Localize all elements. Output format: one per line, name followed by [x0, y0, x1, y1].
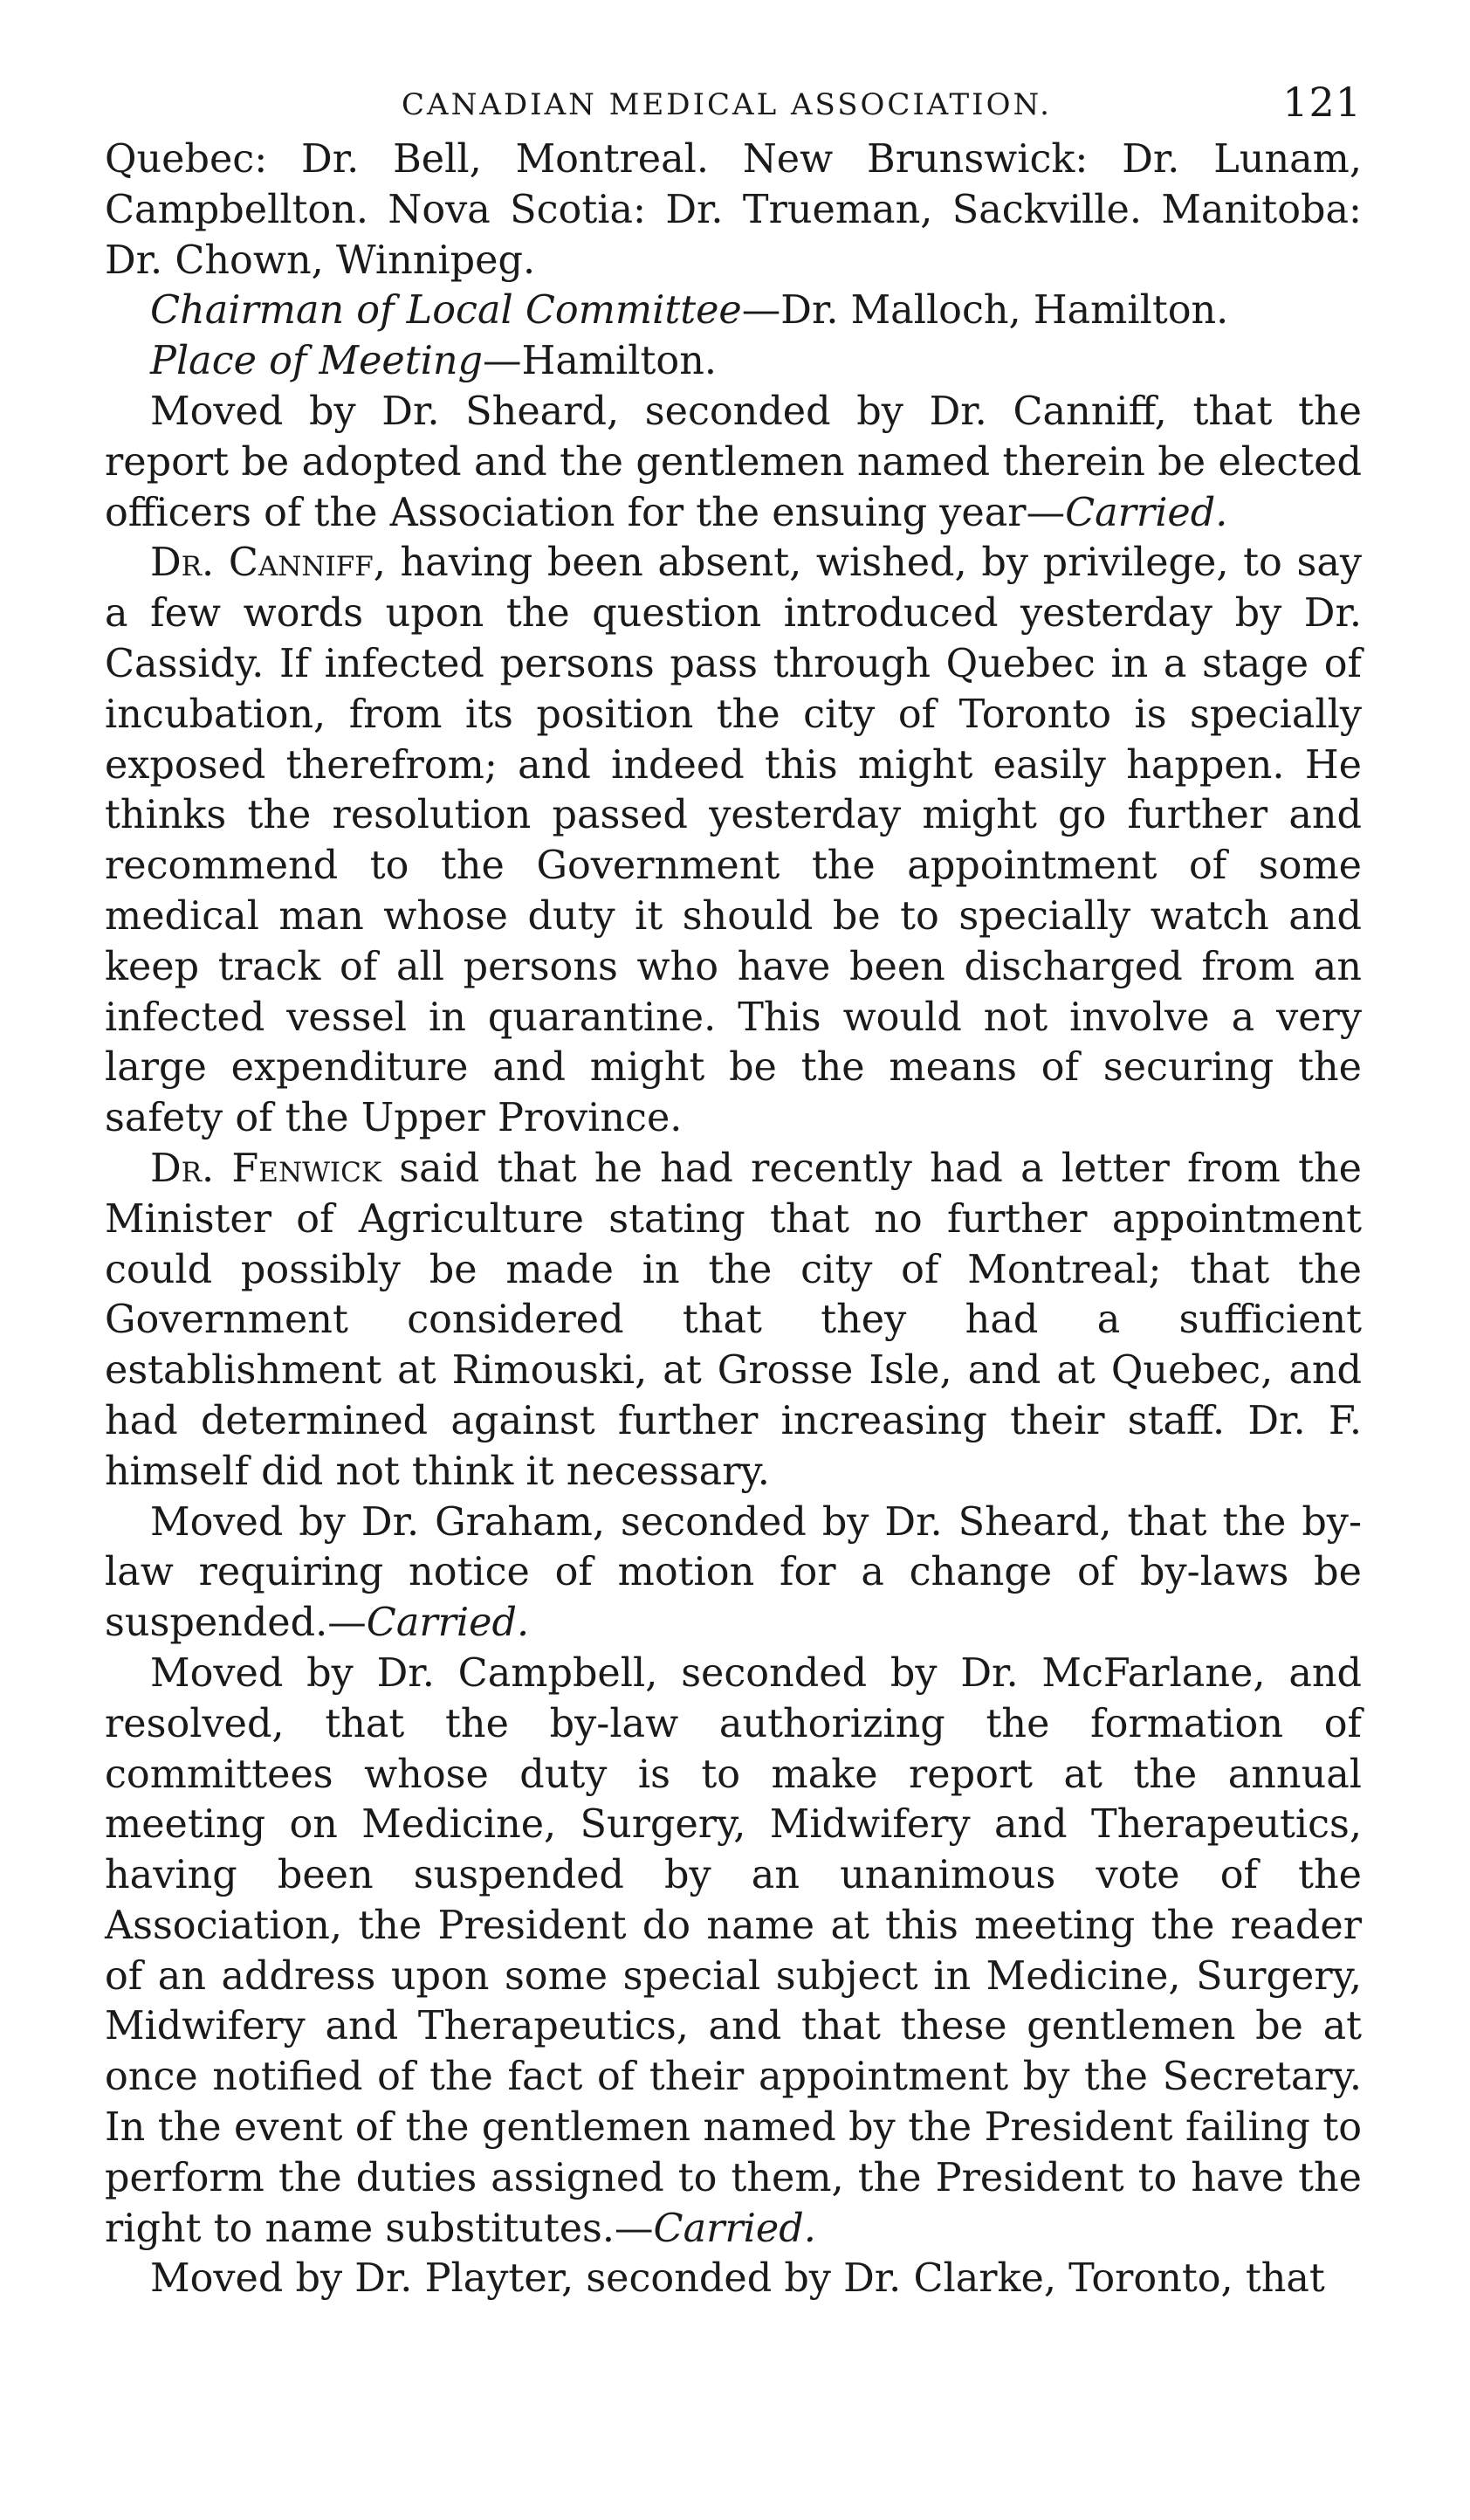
place-label: Place of Meeting	[150, 339, 484, 384]
officers-paragraph	[105, 134, 1362, 286]
chairman-line	[105, 286, 1362, 336]
place-value: —Hamilton.	[483, 339, 717, 384]
officers-text: Quebec: Dr. Bell, Montreal. New Brunswick: Dr. Lunam, Campbellton. Nova Scotia: Dr. Trueman, Sackville. Manitoba: Dr. Chown, Winnipeg.	[105, 137, 1362, 283]
document-page	[105, 52, 1362, 2480]
canniff-speaker: Dr. Canniff	[150, 540, 374, 586]
chairman-label: Chairman of Local Committee	[150, 288, 742, 334]
motion-committees-text: Moved by Dr. Campbell, seconded by Dr. McFarlane, and resolved, that the by-law authorizing the formation of committees whose duty is to make report at the annual meeting on Medicine, Surgery, Midwifery and Therapeutics, having been suspended by an unanimous vote of the Association, the President do name at this meeting the reader of an address upon some special subject in Medicine, Surgery, Midwifery and Therapeutics, and that these gentlemen be at once notified of the fact of their appointment by the Secretary. In the event of the gentlemen named by the President failing to perform the duties assigned to them, the President to have the right to name substitutes.—	[105, 1650, 1362, 2251]
motion-committees-paragraph	[105, 1649, 1362, 2255]
running-title: CANADIAN MEDICAL ASSOCIATION.	[402, 87, 1052, 122]
canniff-paragraph	[105, 538, 1362, 1144]
fenwick-paragraph	[105, 1144, 1362, 1498]
page-number: 121	[1282, 79, 1362, 126]
motion-report-text: Moved by Dr. Sheard, seconded by Dr. Canniff, that the report be adopted and the gentlemen named therein be elected officers of the Association for the ensuing year—	[105, 389, 1362, 535]
fenwick-speaker: Dr. Fenwick	[150, 1146, 382, 1191]
motion-committees-outcome: Carried.	[653, 2206, 816, 2251]
motion-bylaw-paragraph	[105, 1498, 1362, 1649]
motion-bylaw-text: Moved by Dr. Graham, seconded by Dr. Sheard, that the by-law requiring notice of motion for a change of by-laws be suspended.—	[105, 1499, 1362, 1646]
motion-report-outcome: Carried.	[1065, 490, 1228, 535]
page-header	[105, 52, 1362, 131]
canniff-text: , having been absent, wished, by privilege, to say a few words upon the question introduced yesterday by Dr. Cassidy. If infected persons pass through Quebec in a stage of incubation, from its position the city of Toronto is specially exposed therefrom; and indeed this might easily happen. He thinks the resolution passed yesterday might go further and recommend to the Government the appointment of some medical man whose duty it should be to specially watch and keep track of all persons who have been discharged from an infected vessel in quarantine. This would not involve a very large expenditure and might be the means of securing the safety of the Upper Province.	[105, 540, 1362, 1141]
motion-report-paragraph	[105, 387, 1362, 538]
fenwick-text: said that he had recently had a letter from the Minister of Agriculture stating that no further appointment could possibly be made in the city of Montreal; that the Government considered that they had a sufficient establishment at Rimouski, at Grosse Isle, and at Quebec, and had determined against further increasing their staff. Dr. F. himself did not think it necessary.	[105, 1146, 1362, 1494]
chairman-value: —Dr. Malloch, Hamilton.	[741, 288, 1229, 334]
page-body	[105, 134, 1362, 2304]
motion-bylaw-outcome: Carried.	[366, 1601, 530, 1646]
motion-playter-paragraph	[105, 2254, 1362, 2304]
motion-playter-text: Moved by Dr. Playter, seconded by Dr. Clarke, Toronto, that	[150, 2256, 1325, 2302]
place-line	[105, 336, 1362, 387]
